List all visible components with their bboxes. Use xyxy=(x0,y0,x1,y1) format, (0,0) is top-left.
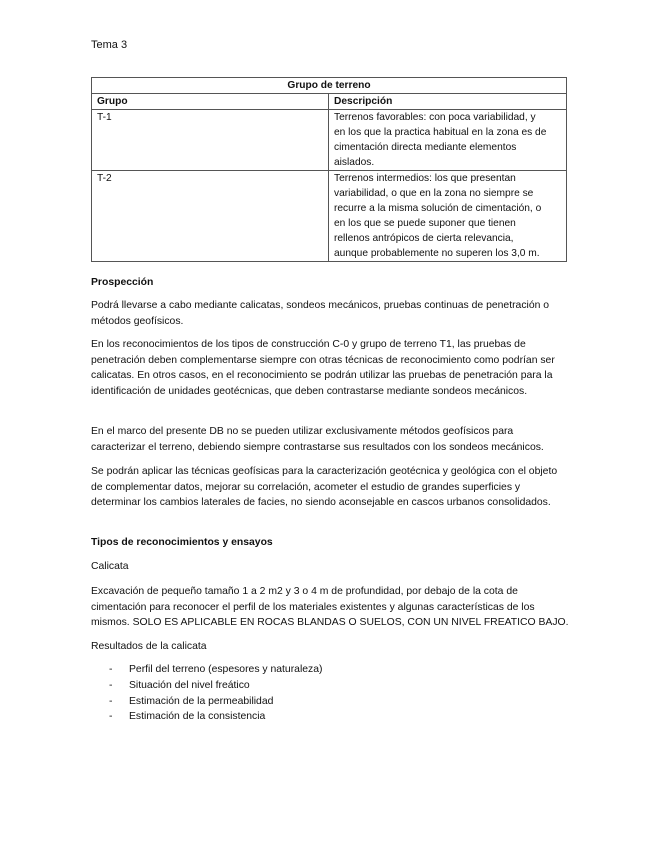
descripcion-cell: Terrenos favorables: con poca variabilidad, y en los que la practica habitual en la zona es de cimentación directa mediante elementos aislados. xyxy=(329,110,567,171)
prospeccion-heading: Prospección xyxy=(91,277,154,288)
grupo-cell: T-2 xyxy=(92,171,329,262)
resultados-title: Resultados de la calicata xyxy=(91,641,207,652)
calicata-paragraph: Excavación de pequeño tamaño 1 a 2 m2 y 3 o 4 m de profundidad, por debajo de la cota de cimentación para reconocer el perfil de los materiales existentes y algunas características de los mismos. SOLO ES APLICABLE EN ROCAS BLANDAS O SUELOS, CON UN NIVEL FREATICO BAJO. xyxy=(91,586,569,628)
table-row xyxy=(92,110,567,171)
grupo-cell: T-1 xyxy=(92,110,329,171)
list-item: - Situación del nivel freático xyxy=(91,678,569,694)
calicata-title: Calicata xyxy=(91,561,129,572)
list-item: - Estimación de la permeabilidad xyxy=(91,694,569,710)
column-header-grupo: Grupo xyxy=(92,94,329,110)
list-item: - Perfil del terreno (espesores y naturaleza) xyxy=(91,662,569,678)
paragraph: Se podrán aplicar las técnicas geofísicas para la caracterización geotécnica y geológica con el objeto de complementar datos, mejorar su correlación, acometer el estudio de grandes superficies y determinar los cambios laterales de facies, no siendo aconsejable en cascos urbanos consolidados. xyxy=(91,466,558,508)
tipos-heading: Tipos de reconocimientos y ensayos xyxy=(91,537,273,548)
descripcion-cell: Terrenos intermedios: los que presentan variabilidad, o que en la zona no siempre se recurre a la misma solución de cimentación, o en los que se puede suponer que tienen rellenos antrópicos de cierta relevancia, aunque probablemente no superen los 3,0 m. xyxy=(329,171,567,262)
table-caption: Grupo de terreno xyxy=(92,78,567,94)
page-header: Tema 3 xyxy=(91,39,128,51)
column-header-descripcion: Descripción xyxy=(329,94,567,110)
paragraph: Podrá llevarse a cabo mediante calicatas, sondeos mecánicos, pruebas continuas de penetración o métodos geofísicos. xyxy=(91,300,550,327)
resultados-list xyxy=(91,662,569,725)
paragraph: En los reconocimientos de los tipos de construcción C-0 y grupo de terreno T1, las pruebas de penetración deben complementarse siempre con otras técnicas de reconocimiento como podrían ser calicatas. En otros casos, en el reconocimiento se podrán utilizar las pruebas de penetración para la identificación de unidades geotécnicas, que deben contrastarse mediante sondeos mecánicos. xyxy=(91,339,555,397)
list-item: - Estimación de la consistencia xyxy=(91,709,569,725)
terrain-group-table xyxy=(91,77,566,262)
paragraph: En el marco del presente DB no se pueden utilizar exclusivamente métodos geofísicos para caracterizar el terreno, debiendo siempre contrastarse sus resultados con los sondeos mecánicos. xyxy=(91,426,544,453)
table-row xyxy=(92,171,567,262)
